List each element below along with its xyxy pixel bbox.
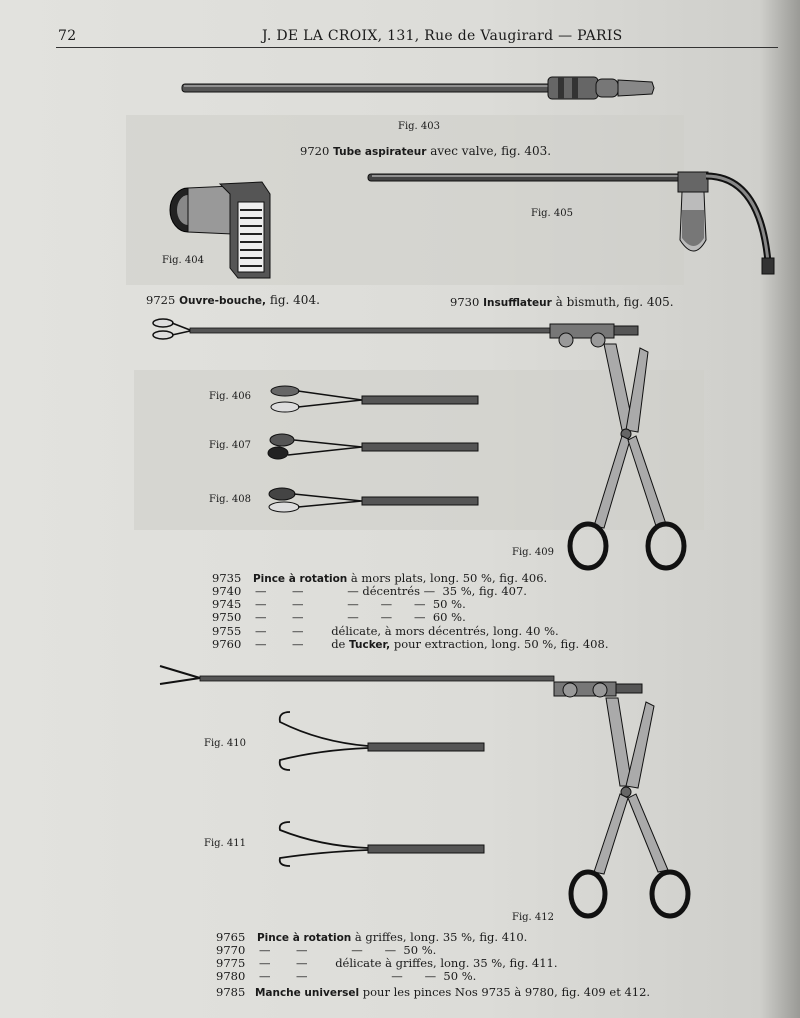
- forceps-tip-411: [280, 822, 484, 866]
- fig-408-label: Fig. 408: [209, 494, 251, 505]
- fig-404-label: Fig. 404: [162, 255, 204, 266]
- item-number: 9765: [216, 930, 246, 944]
- forceps-tip-410: [280, 712, 484, 770]
- item-description: — — 50 %.: [351, 943, 437, 957]
- list1-row-9755: [212, 624, 559, 638]
- item-number: 9770: [216, 943, 246, 957]
- list2-row-9780: [216, 969, 476, 983]
- ditto-marks: — —: [258, 956, 308, 970]
- item-number: 9760: [212, 637, 242, 651]
- ditto-marks: — —: [254, 624, 304, 638]
- item-number: 9720: [300, 144, 330, 158]
- item-description: pour extraction, long. 50 %, fig. 408.: [393, 637, 609, 651]
- item-description: — — — 50 %.: [347, 597, 466, 611]
- list1-row-9750: [212, 610, 466, 624]
- item-number: 9775: [216, 956, 246, 970]
- list1-row-9740: [212, 584, 527, 598]
- ditto-marks: — —: [254, 597, 304, 611]
- item-number: 9730: [450, 295, 480, 309]
- list2-row-9765: [216, 930, 527, 944]
- item-description: délicate à griffes, long. 35 %, fig. 411.: [335, 956, 558, 970]
- item-description: à griffes, long. 35 %, fig. 410.: [354, 930, 528, 944]
- item-description: — — — 60 %.: [347, 610, 466, 624]
- fig-406-label: Fig. 406: [209, 391, 251, 402]
- item-name: Manche universel: [254, 987, 360, 999]
- item-description: à bismuth, fig. 405.: [555, 295, 674, 309]
- rotation-forceps-handle-412: [160, 666, 688, 916]
- item-name: Tube aspirateur: [333, 146, 427, 158]
- list1-row-9760: [212, 637, 608, 651]
- item-number: 9750: [212, 610, 242, 624]
- item-description: délicate, à mors décentrés, long. 40 %.: [331, 624, 559, 638]
- ditto-marks: — —: [258, 943, 308, 957]
- item-description: — décentrés — 35 %, fig. 407.: [347, 584, 527, 598]
- list1-row-9745: [212, 597, 466, 611]
- page-number: 72: [58, 28, 77, 44]
- item-number: 9745: [212, 597, 242, 611]
- item-name: Insufflateur: [483, 297, 552, 309]
- item-9725: [146, 293, 320, 307]
- item-number: 9780: [216, 969, 246, 983]
- item-description: fig. 404.: [269, 293, 320, 307]
- item-name: Tucker,: [349, 639, 391, 651]
- fig-410-label: Fig. 410: [204, 738, 246, 749]
- item-name: Pince à rotation: [256, 932, 352, 944]
- item-number: 9740: [212, 584, 242, 598]
- forceps-tip-407: [268, 434, 478, 459]
- item-number: 9755: [212, 624, 242, 638]
- item-name: Ouvre-bouche,: [179, 295, 267, 307]
- list2-row-9775: [216, 956, 557, 970]
- fig-403-label: Fig. 403: [398, 121, 440, 132]
- fig-407-label: Fig. 407: [209, 440, 251, 451]
- item-description: à mors plats, long. 50 %, fig. 406.: [350, 571, 548, 585]
- item-description: pour les pinces Nos 9735 à 9780, fig. 409 et 412.: [362, 985, 651, 999]
- list2-row-9785: [216, 985, 650, 999]
- item-number: 9725: [146, 293, 176, 307]
- ditto-marks: — —: [258, 969, 308, 983]
- ditto-marks: — —: [254, 637, 304, 651]
- item-name: Pince à rotation: [252, 573, 348, 585]
- forceps-tip-406: [271, 386, 478, 412]
- item-9730: [450, 295, 674, 309]
- item-description: avec valve, fig. 403.: [430, 144, 552, 158]
- fig-411-label: Fig. 411: [204, 838, 246, 849]
- item-description: — — 50 %.: [391, 969, 477, 983]
- list1-row-9735: [212, 571, 547, 585]
- ditto-marks: — —: [254, 584, 304, 598]
- fig-412-label: Fig. 412: [512, 912, 554, 923]
- item-9720: [300, 144, 551, 158]
- insufflator-illustration: [368, 172, 774, 274]
- item-number: 9785: [216, 985, 246, 999]
- forceps-tip-408: [269, 488, 478, 512]
- list2-row-9770: [216, 943, 436, 957]
- fig-409-label: Fig. 409: [512, 547, 554, 558]
- page-header-title: J. DE LA CROIX, 131, Rue de Vaugirard — PARIS: [262, 28, 623, 44]
- fig-405-label: Fig. 405: [531, 208, 573, 219]
- item-prefix: de: [331, 637, 346, 651]
- ditto-marks: — —: [254, 610, 304, 624]
- item-number: 9735: [212, 571, 242, 585]
- suction-tube-illustration: [182, 77, 654, 99]
